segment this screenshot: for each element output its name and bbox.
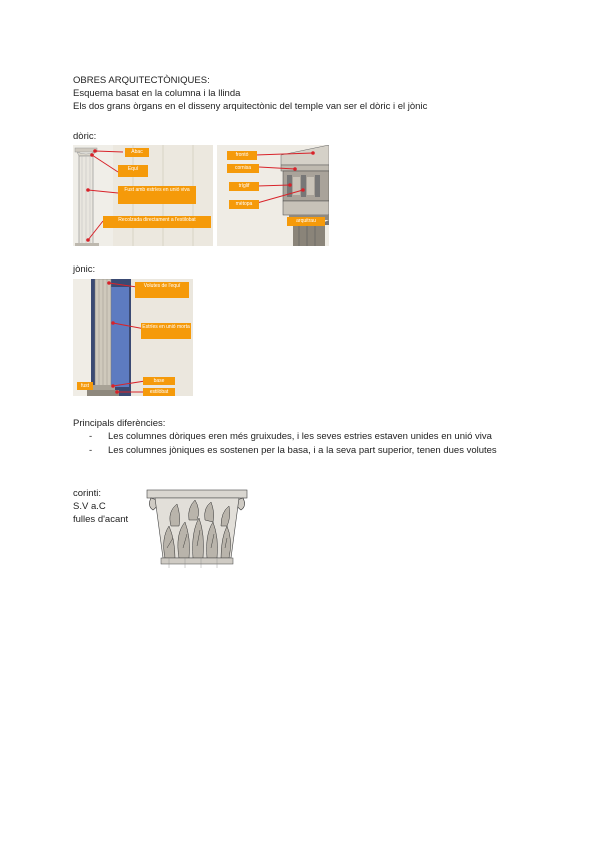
corinthian-capital-figure	[145, 488, 249, 568]
page-title: OBRES ARQUITECTÒNIQUES:	[73, 75, 210, 86]
doric-entablature-figure	[217, 145, 329, 246]
differences-heading: Principals diferències:	[73, 418, 166, 429]
label-recolzada: Recolzada directament a l'estilobat	[103, 216, 211, 228]
label-volutes: Volutes de l'equí	[135, 282, 189, 298]
label-equi: Equí	[118, 165, 148, 177]
label-fust-ionic: fust	[77, 382, 93, 390]
corinthian-date: S.V a.C	[73, 501, 106, 512]
label-base: base	[143, 377, 175, 385]
list-item	[89, 444, 497, 458]
label-estries: Estríes en unió morta	[141, 323, 191, 339]
label-estilobat: estilòbat	[143, 388, 175, 396]
list-item	[89, 430, 497, 444]
label-fronto: frontó	[227, 151, 257, 160]
list-bullet: -	[89, 431, 93, 442]
intro-line-2: Els dos grans òrgans en el disseny arquitectònic del temple van ser el dòric i el jònic	[73, 101, 428, 112]
corinthian-heading: corinti:	[73, 488, 101, 499]
label-metopa: mètopa	[229, 200, 259, 209]
corinthian-feature: fulles d'acant	[73, 514, 129, 525]
label-abac: Àbac	[125, 148, 149, 157]
label-triglif: tríglif	[229, 182, 259, 191]
label-cornisa: cornisa	[227, 164, 259, 173]
intro-line-1: Esquema basat en la columna i la llinda	[73, 88, 241, 99]
doric-column-figure	[73, 145, 213, 246]
label-fust: Fust amb estríes en unió viva	[118, 186, 196, 204]
ionic-heading: jònic:	[73, 264, 96, 275]
ionic-column-figure	[73, 279, 193, 396]
list-bullet: -	[89, 445, 93, 456]
label-arquitrau: arquitrau	[287, 217, 325, 226]
doric-entablature-drawing	[217, 145, 329, 246]
corinthian-capital-drawing	[145, 488, 249, 568]
doric-heading: dòric:	[73, 131, 97, 142]
differences-list	[89, 430, 497, 458]
list-item-text: Les columnes jòniques es sostenen per la basa, i a la seva part superior, tenen dues volutes	[108, 445, 497, 456]
list-item-text: Les columnes dòriques eren més gruixudes, i les seves estries estaven unides en unió viva	[108, 431, 492, 442]
